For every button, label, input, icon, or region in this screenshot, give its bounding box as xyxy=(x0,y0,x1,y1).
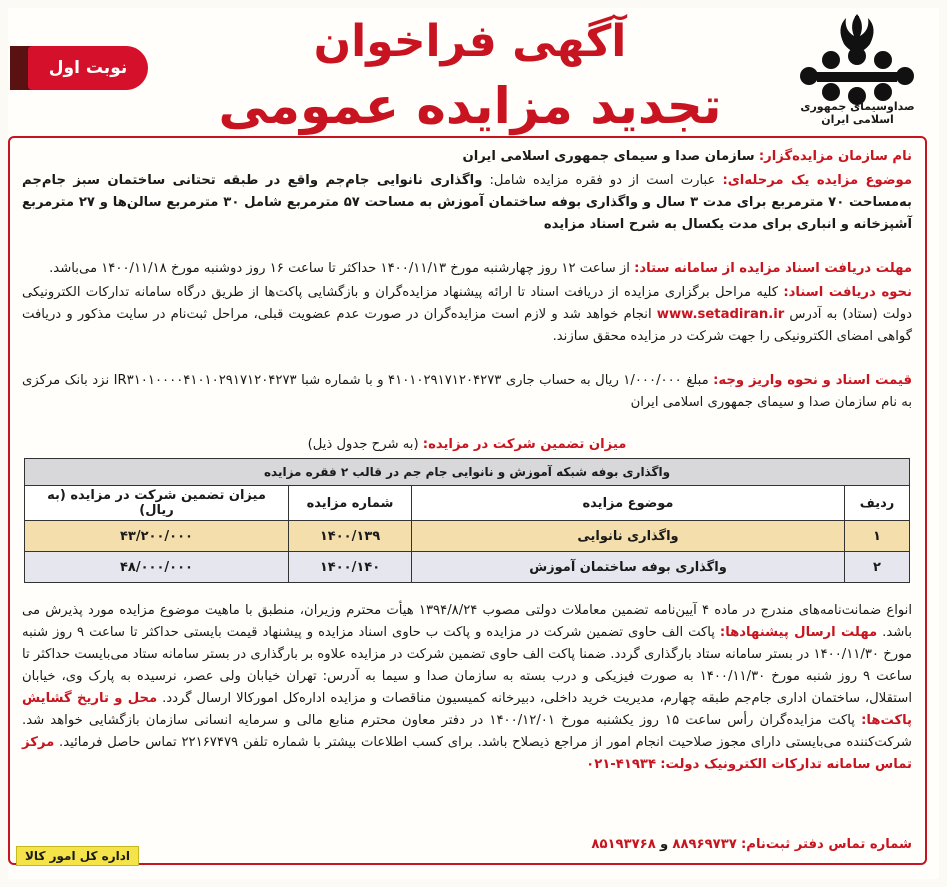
guarantee-text: (به شرح جدول ذیل) xyxy=(307,437,419,452)
price-label: قیمت اسناد و نحوه واریز وجه: xyxy=(713,373,912,388)
auction-table xyxy=(24,458,910,583)
org-value: سازمان صدا و سیمای جمهوری اسلامی ایران xyxy=(462,149,755,164)
opening-label: محل و تاریخ گشایش پاکت‌ها: xyxy=(22,691,913,728)
cell-auction-number: ۱۴۰۰/۱۳۹ xyxy=(289,521,412,552)
registration-label: شماره تماس دفتر ثبت‌نام: xyxy=(741,837,912,852)
send-deadline-text: پاکت الف حاوی تضمین شرکت در مزایده و پاکت ب حاوی اسناد مزایده و پیشنهاد قیمت بایستی حداکثر تا ساعت ۹ روز شنبه مورخ ۱۴۰۰/۱۱/۳۰ در بستر سامانه ستاد بارگذاری گردد. ضمنا پاکت الف حاوی تضمین شرکت در مزایده علاوه بر بارگذاری در بستر سامانه ستاد می‌بایست حداکثر تا ساعت ۹ روز شنبه مورخ ۱۴۰۰/۱۱/۳۰ به صورت فیزیکی و درب بسته به سازمان صدا و سیما به آدرس: تهران خیابان ولی عصر، نرسیده به پارک وی، خیابان استقلال، ساختمان اداری جام‌جم طبقه چهارم، مدیریت خرید داخلی، دبیرخانه کمیسیون مناقصات و مزایده اداره‌کل امورکالا ارسال گردد. xyxy=(22,625,912,706)
registration-and: و xyxy=(660,837,669,852)
info-phone-text: برای کسب اطلاعات بیشتر با شماره تلفن ۲۲۱۶۷۴۷۹ تماس حاصل فرمائید. xyxy=(59,735,473,750)
col-subject: موضوع مزایده xyxy=(412,486,845,521)
logo-caption: صداوسیمای جمهوری اسلامی ایران xyxy=(800,100,915,126)
deadline-label: مهلت دریافت اسناد مزایده از سامانه ستاد: xyxy=(634,261,912,276)
cell-guarantee: ۴۳/۲۰۰/۰۰۰ xyxy=(25,521,289,552)
registration-phone-1: ۸۸۹۶۹۷۳۷ xyxy=(672,837,737,852)
table-row xyxy=(25,521,910,552)
guarantee-line xyxy=(22,434,912,456)
qualification-text: شرکت‌کننده می‌بایستی دارای مجوز صلاحیت انجام امور از مراجع ذیصلاح باشد. xyxy=(477,735,912,750)
receive-text-1: کلیه مراحل برگزاری مزایده از دریافت اسناد تا ارائه پیشنهاد مزایده‌گران و بازگشایی پاکت‌ها از طریق درگاه سامانه تدارکات الکترونیکی دولت (ستاد) به آدرس xyxy=(22,285,912,322)
cell-row-number: ۱ xyxy=(845,521,910,552)
table-caption-row xyxy=(25,459,910,486)
table-row xyxy=(25,552,910,583)
subject-block xyxy=(22,170,912,236)
receive-block xyxy=(22,282,912,348)
receive-label: نحوه دریافت اسناد: xyxy=(783,285,912,300)
guarantee-types-text: انواع ضمانت‌نامه‌های مندرج در ماده ۴ آیین‌نامه تضمین معاملات دولتی مصوب ۱۳۹۴/۸/۲۴ هیأت محترم وزیران، منطبق با ماهیت موضوع مزایده مورد پذیرش می باشد. xyxy=(22,603,913,640)
cell-guarantee: ۴۸/۰۰۰/۰۰۰ xyxy=(25,552,289,583)
cell-subject: واگذاری بوفه ساختمان آموزش xyxy=(412,552,845,583)
registration-phone-2: ۸۵۱۹۳۷۶۸ xyxy=(591,837,656,852)
title-line-2: تجدید مزایده عمومی xyxy=(218,77,722,135)
send-deadline-label: مهلت ارسال پیشنهادها: xyxy=(719,625,878,640)
subject-intro: عبارت است از دو فقره مزایده شامل: xyxy=(489,173,716,188)
cell-subject: واگذاری نانوایی xyxy=(412,521,845,552)
title-line-1: آگهی فراخوان xyxy=(313,16,627,67)
table-header-row xyxy=(25,486,910,521)
col-auction-number: شماره مزایده xyxy=(289,486,412,521)
registration-line xyxy=(22,834,912,856)
table-caption: واگذاری بوفه شبکه آموزش و نانوایی جام جم در قالب ۲ فقره مزایده xyxy=(25,459,910,486)
deadline-text: از ساعت ۱۲ روز چهارشنبه مورخ ۱۴۰۰/۱۱/۱۳ حداکثر تا ساعت ۱۶ روز دوشنبه مورخ ۱۴۰۰/۱۱/۱۸ می‌باشد. xyxy=(49,261,630,276)
guarantee-label: میزان تضمین شرکت در مزایده: xyxy=(422,437,627,452)
lower-block xyxy=(22,600,912,776)
col-guarantee: میزان تضمین شرکت در مزایده (به ریال) xyxy=(25,486,289,521)
col-row-number: ردیف xyxy=(845,486,910,521)
org-label: نام سازمان مزایده‌گزار: xyxy=(758,149,912,164)
contact-center-phone: ۰۲۱-۴۱۹۳۴ xyxy=(586,757,657,772)
subject-label: موضوع مزایده یک مرحله‌ای: xyxy=(722,173,912,188)
contact-center-label: مرکز تماس سامانه تدارکات الکترونیک دولت: xyxy=(22,735,912,772)
cell-row-number: ۲ xyxy=(845,552,910,583)
opening-text: پاکت مزایده‌گران رأس ساعت ۱۵ روز یکشنبه مورخ ۱۴۰۰/۱۲/۰۱ در دفتر معاون محترم منابع مالی و سرمایه انسانی سازمان بازگشایی خواهد شد. xyxy=(22,713,855,728)
price-text: مبلغ ۱/۰۰۰/۰۰۰ ریال به حساب جاری ۴۱۰۱۰۲۹۱۷۱۲۰۴۲۷۳ و با شماره شبا IR۳۱۰۱۰۰۰۰۴۱۰۱۰۲۹۱۷۱۲۰۴۲۷۳ نزد بانک مرکزی به نام سازمان صدا و سیمای جمهوری اسلامی ایران xyxy=(22,373,912,410)
deadline-line xyxy=(22,258,912,280)
receive-text-2: انجام خواهد شد و لازم است مزایده‌گران در صورت عدم عضویت قبلی، مراحل ثبت‌نام در سایت مذکور و دریافت گواهی امضای الکترونیکی را جهت شرکت در مزایده محقق سازند. xyxy=(22,307,912,344)
first-issue-badge: نوبت اول xyxy=(28,46,148,90)
price-block xyxy=(22,370,912,414)
setadiran-link[interactable]: www.setadiran.ir xyxy=(656,307,785,322)
cell-auction-number: ۱۴۰۰/۱۴۰ xyxy=(289,552,412,583)
org-line xyxy=(22,146,912,168)
subject-detail: واگذاری نانوایی جام‌جم واقع در طبقه تحتانی ساختمان سبز جام‌جم به‌مساحت ۷۰ مترمربع برای مدت ۳ سال و واگذاری بوفه ساختمان آموزش به مساحت ۵۷ مترمربع شامل ۳۰ مترمربع سالن‌ها و ۲۷ مترمربع آشپزخانه و انباری برای مدت یکسال به شرح اسناد مزایده xyxy=(22,173,913,232)
department-tag: اداره کل امور کالا xyxy=(16,846,139,866)
